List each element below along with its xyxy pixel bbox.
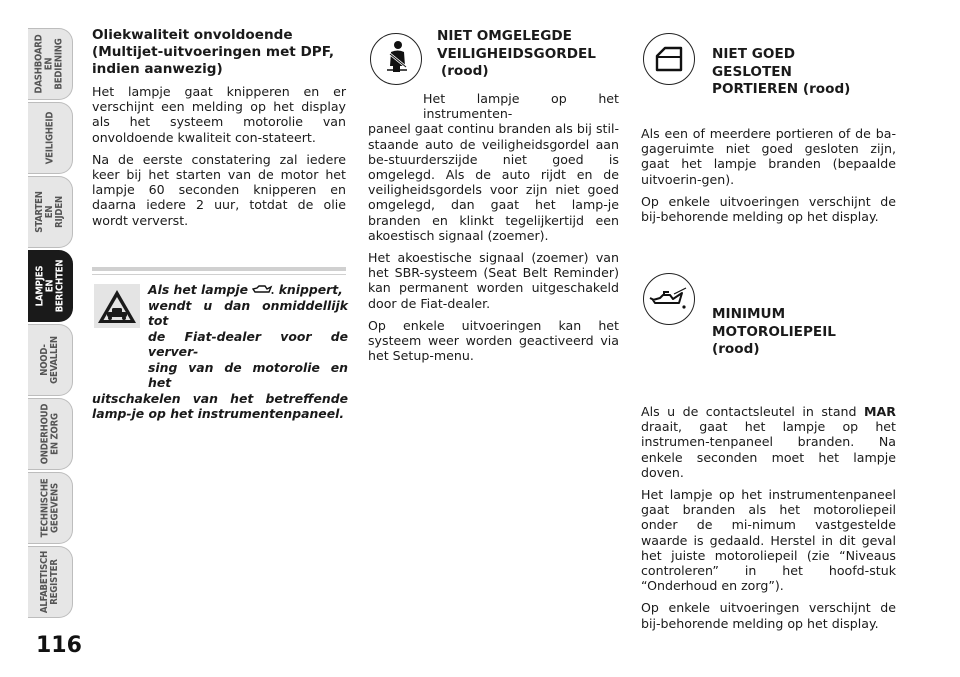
paragraph: Op enkele uitvoeringen verschijnt de bij-behorende melding op het display. bbox=[641, 600, 896, 631]
tab-onderhoud[interactable] bbox=[28, 398, 73, 470]
seatbelt-text: Het lampje op het instrumenten- paneel gaat continu branden als bij stil-staande auto de veiligheidsgordel aan be-stuurderszijde niet goed is omgelegd. Als de auto rijdt en de veiligheidsgordels voor zijn niet goed omgelegd, dan gaat het lamp-je branden en klinkt tegelijkertijd een akoestisch signaal (zoemer). Het akoestische signaal (zoemer) van het SBR-systeem (Seat Belt Reminder) kan permanent worden uitgeschakeld door de Fiat-dealer. Op enkele uitvoeringen kan het systeem weer worden geactiveerd via het Setup-menu. bbox=[368, 91, 619, 364]
warning-box bbox=[92, 282, 348, 422]
tab-label: ONDERHOUD EN ZORG bbox=[39, 403, 60, 465]
tab-veiligheid[interactable] bbox=[28, 102, 73, 174]
paragraph: paneel gaat continu branden als bij stil-staande auto de veiligheidsgordel aan be-stuurderszijde niet goed is omgelegd. Als de auto rijdt en de veiligheidsgordels voor zijn niet goed omgelegd, dan gaat het lamp-je branden en klinkt tegelijkertijd een akoestisch signaal (zoemer). bbox=[368, 121, 619, 243]
tab-dashboard[interactable] bbox=[28, 28, 73, 100]
tab-noodgevallen[interactable] bbox=[28, 324, 73, 396]
paragraph: Het lampje gaat knipperen en er verschijnt een melding op het display als het systeem motorolie van onvoldoende kwaliteit con-stateert. bbox=[92, 84, 346, 145]
tab-label: ALFABETISCH REGISTER bbox=[39, 550, 61, 614]
seatbelt-title: NIET OMGELEGDE VEILIGHEIDSGORDEL (rood) bbox=[437, 28, 596, 79]
tab-label: VEILIGHEID bbox=[44, 111, 56, 165]
tab-label: TECHNISCHE GEGEVENS bbox=[39, 478, 61, 538]
oil-text bbox=[641, 404, 896, 638]
tab-label: LAMPJES EN BERICHTEN bbox=[34, 259, 65, 313]
warning-triangle-icon bbox=[94, 284, 140, 328]
doors-title: NIET GOED GESLOTEN PORTIEREN (rood) bbox=[712, 46, 851, 97]
paragraph: Als u de contactsleutel in stand MAR draait, gaat het lampje op het instrumen-tenpaneel branden. Na enkele seconden moet het lampje doven. bbox=[641, 404, 896, 480]
paragraph: Op enkele uitvoeringen verschijnt de bij-behorende melding op het display. bbox=[641, 193, 896, 225]
paragraph: Het akoestische signaal (zoemer) van het SBR-systeem (Seat Belt Reminder) kan permanent worden uitgeschakeld door de Fiat-dealer. bbox=[368, 250, 619, 311]
tab-starten[interactable] bbox=[28, 176, 73, 248]
oil-quality-section bbox=[92, 27, 346, 235]
warning-rule-thin bbox=[92, 274, 346, 275]
tab-lampjes[interactable] bbox=[28, 250, 73, 322]
oil-title: MINIMUM MOTOROLIEPEIL (rood) bbox=[712, 306, 836, 357]
paragraph: Op enkele uitvoeringen kan het systeem weer worden geactiveerd via het Setup-menu. bbox=[368, 317, 619, 364]
tab-label: STARTEN EN RIJDEN bbox=[34, 191, 65, 233]
tab-label: NOOD- GEVALLEN bbox=[39, 336, 61, 384]
dpf-oil-icon bbox=[252, 282, 274, 297]
paragraph: Als een of meerdere portieren of de ba-gageruimte niet goed gesloten zijn, gaat het lampje branden (bepaalde uitvoerin-gen). bbox=[641, 126, 896, 187]
page-number: 116 bbox=[36, 633, 82, 658]
warning-text: Als het lampje knippert, wendt u dan onmiddellijk tot de Fiat-dealer voor de verver- sing van de motorolie en het uitschakelen van het betreffende lamp-je op het instrumentenpaneel. bbox=[92, 282, 348, 421]
oil-can-icon bbox=[643, 273, 695, 325]
tab-technische[interactable] bbox=[28, 472, 73, 544]
tab-label: DASHBOARD EN BEDIENING bbox=[34, 34, 66, 94]
warning-rule bbox=[92, 267, 346, 271]
door-open-icon bbox=[643, 33, 695, 85]
seatbelt-icon bbox=[370, 33, 422, 85]
section-heading: Oliekwaliteit onvoldoende (Multijet-uitvoeringen met DPF, indien aanwezig) bbox=[92, 27, 335, 77]
doors-text bbox=[641, 126, 896, 231]
paragraph: Het lampje op het instrumentenpaneel gaat branden als het motoroliepeil onder de mi-nimum vastgestelde waarde is gedaald. Herstel in dit geval het juiste motoroliepeil (zie “Niveaus controleren” in het hoofd-stuk “Onderhoud en zorg”). bbox=[641, 487, 896, 594]
paragraph: Na de eerste constatering zal iedere keer bij het starten van de motor het lampje 60 seconden knipperen en daarna iedere 2 uur, totdat de olie wordt ververst. bbox=[92, 151, 346, 228]
tab-register[interactable] bbox=[28, 546, 73, 618]
